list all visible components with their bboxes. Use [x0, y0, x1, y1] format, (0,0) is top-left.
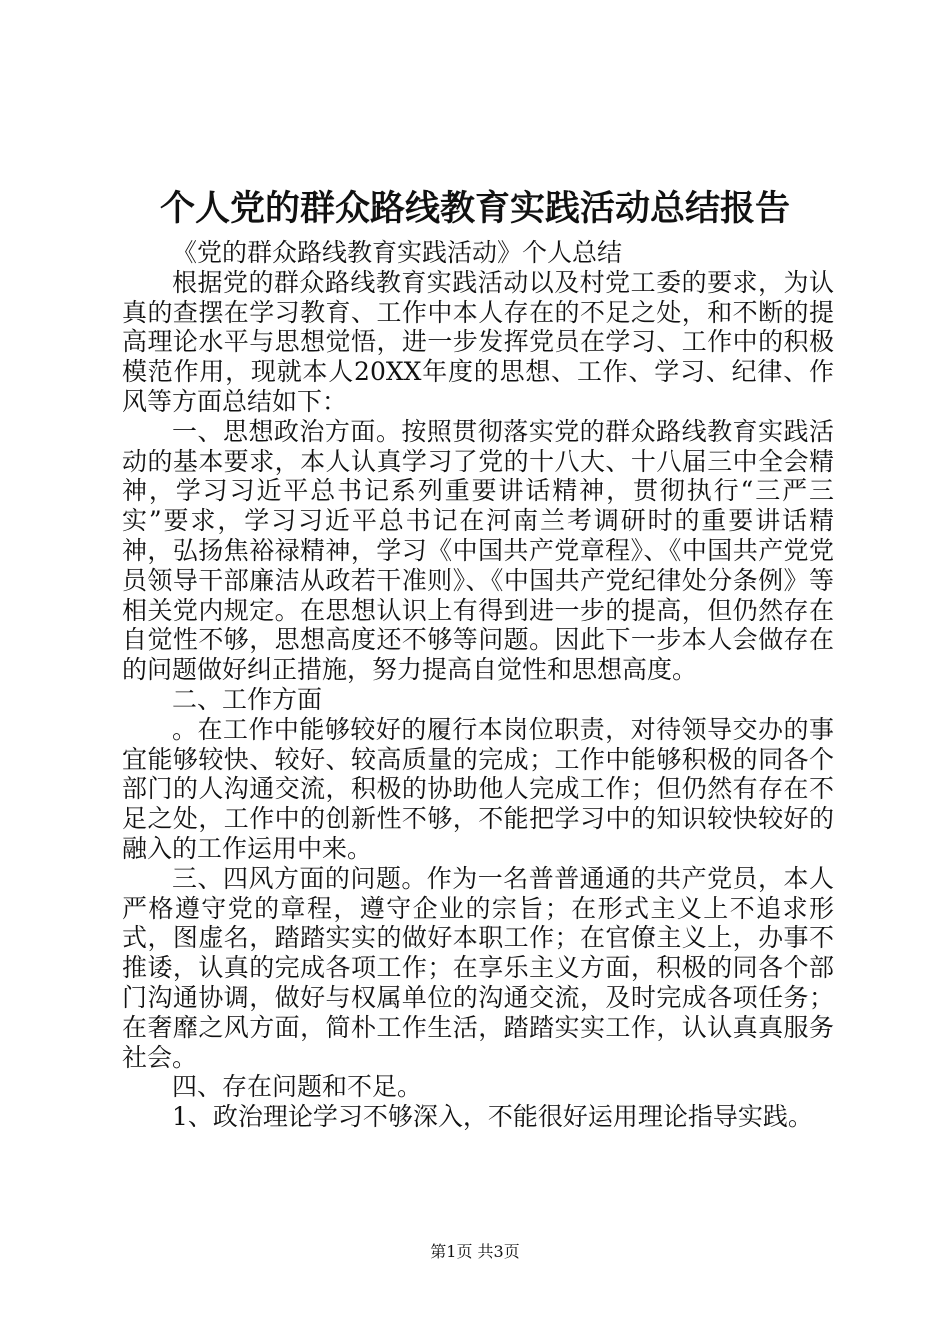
section-problems-heading: 四、存在问题和不足。	[172, 1072, 423, 1102]
intro-paragraph: 根据党的群众路线教育实践活动以及村党工委的要求，为认真的查摆在学习教育、工作中本人存在的不足之处，和不断的提高理论水平与思想觉悟，进一步发挥党员在学习、工作中的积极模范作用，现就本人20XX年度的思想、工作、学习、纪律、作风等方面总结如下：	[122, 267, 834, 416]
document-title: 个人党的群众路线教育实践活动总结报告	[159, 188, 790, 229]
section-work-heading: 二、工作方面	[172, 684, 323, 714]
page-number-footer: 第1页 共3页	[430, 1242, 520, 1261]
section-four-styles-paragraph: 三、四风方面的问题。作为一名普普通通的共产党员，本人严格遵守党的章程，遵守企业的宗旨；在形式主义上不追求形式，图虚名，踏踏实实的做好本职工作；在官僚主义上，办事不推诿，认真的完成各项工作；在享乐主义方面，积极的同各个部门沟通协调，做好与权属单位的沟通交流，及时完成各项任务；在奢靡之风方面，简朴工作生活，踏踏实实工作，认认真真服务社会。	[122, 863, 834, 1072]
section-ideology-paragraph: 一、思想政治方面。按照贯彻落实党的群众路线教育实践活动的基本要求，本人认真学习了党的十八大、十八届三中全会精神，学习习近平总书记系列重要讲话精神，贯彻执行“三严三实”要求，学习习近平总书记在河南兰考调研时的重要讲话精神，弘扬焦裕禄精神，学习《中国共产党章程》、《中国共产党党员领导干部廉洁从政若干准则》、《中国共产党纪律处分条例》等相关党内规定。在思想认识上有得到进一步的提高，但仍然存在自觉性不够，思想高度还不够等问题。因此下一步本人会做存在的问题做好纠正措施，努力提高自觉性和思想高度。	[122, 416, 834, 685]
section-work-paragraph: 。在工作中能够较好的履行本岗位职责，对待领导交办的事宜能够较快、较好、较高质量的完成；工作中能够积极的同各个部门的人沟通交流，积极的协助他人完成工作；但仍然有存在不足之处，工作中的创新性不够，不能把学习中的知识较快较好的融入的工作运用中来。	[122, 714, 834, 863]
problem-item-1: 1、政治理论学习不够深入，不能很好运用理论指导实践。	[172, 1102, 813, 1132]
document-body	[122, 238, 834, 1132]
subtitle-paragraph: 《党的群众路线教育实践活动》个人总结	[172, 238, 623, 267]
